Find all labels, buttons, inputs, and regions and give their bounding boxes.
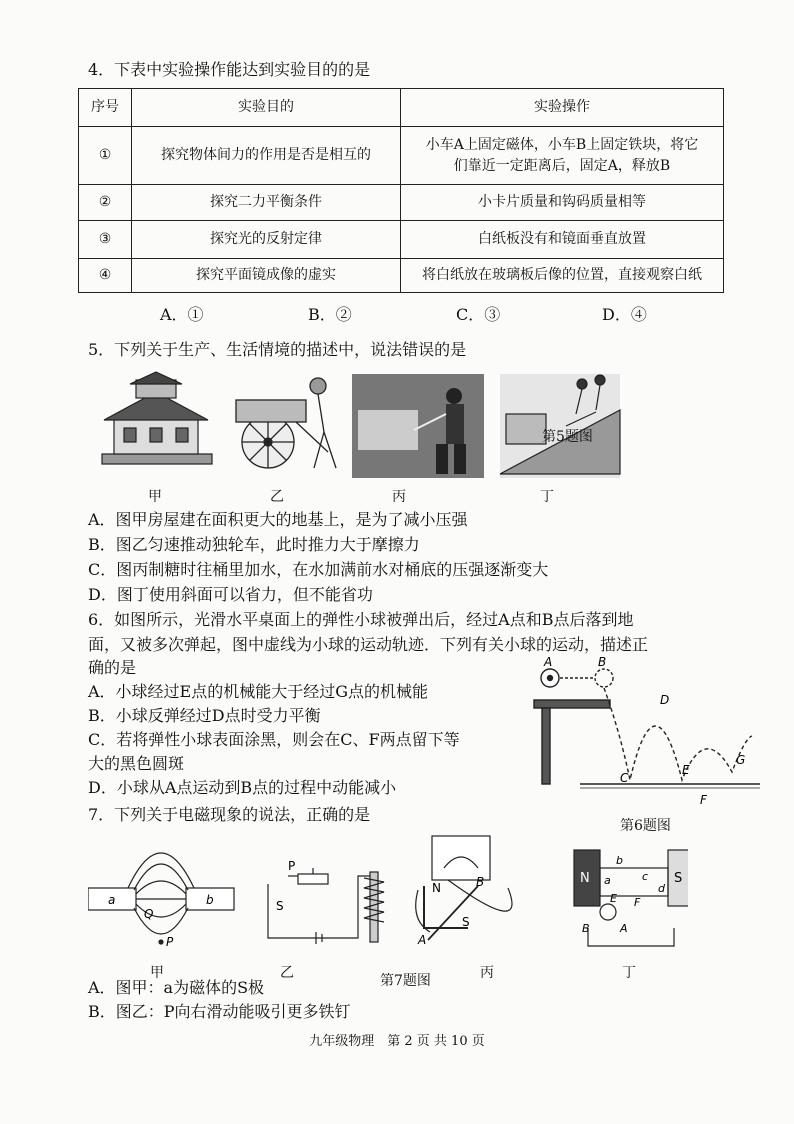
page-footer: 九年级物理 第 2 页 共 10 页 bbox=[309, 1034, 485, 1049]
wheelbarrow-illustration bbox=[236, 378, 336, 468]
row-op-line2: 们靠近一定距离后，固定A，释放B bbox=[453, 157, 671, 174]
q5-stem: 5．下列关于生产、生活情境的描述中，说法错误的是 bbox=[88, 340, 467, 359]
q7-figures bbox=[88, 828, 688, 978]
row-goal: 探究二力平衡条件 bbox=[132, 185, 401, 221]
q4-stem: 4．下表中实验操作能达到实验目的的是 bbox=[88, 60, 371, 79]
table-row bbox=[79, 185, 724, 221]
label-switch-s: S bbox=[276, 899, 284, 913]
label-motor-d: d bbox=[658, 882, 665, 895]
row-no: ② bbox=[79, 185, 132, 221]
q5-label-bing: 丙 bbox=[392, 489, 406, 505]
q6-figure bbox=[520, 652, 770, 812]
q7-option-a: A．图甲：a为磁体的S极 bbox=[88, 978, 265, 997]
q6-option-c: C．若将弹性小球表面涂黑，则会在C、F两点留下等 bbox=[88, 730, 460, 749]
q7-figure-caption: 第7题图 bbox=[380, 973, 431, 989]
header-no: 序号 bbox=[79, 89, 132, 127]
q6-option-b: B．小球反弹经过D点时受力平衡 bbox=[88, 706, 321, 725]
table-row bbox=[79, 127, 724, 185]
label-motor-e: E bbox=[610, 892, 617, 905]
table-header-row bbox=[79, 89, 724, 127]
q5-option-b: B．图乙匀速推动独轮车，此时推力大于摩擦力 bbox=[88, 535, 420, 554]
row-no: ① bbox=[79, 127, 132, 185]
row-goal: 探究光的反射定律 bbox=[132, 221, 401, 259]
q6-stem-line2: 面，又被多次弹起，图中虚线为小球的运动轨迹．下列有关小球的运动，描述正 bbox=[88, 635, 649, 654]
q5-label-jia: 甲 bbox=[148, 489, 162, 505]
header-goal: 实验目的 bbox=[132, 89, 401, 127]
label-motor-n: N bbox=[580, 871, 590, 886]
label-motor-a: a bbox=[604, 874, 611, 887]
table-row bbox=[79, 259, 724, 293]
row-op: 小卡片质量和钩码质量相等 bbox=[401, 185, 724, 221]
label-motor-f: F bbox=[634, 896, 641, 909]
q4-table bbox=[78, 88, 724, 293]
point-f-label: F bbox=[700, 793, 707, 807]
q7-label-ding: 丁 bbox=[622, 965, 636, 981]
point-b-label: B bbox=[598, 655, 607, 669]
label-wire-b: B bbox=[476, 875, 485, 889]
row-no: ③ bbox=[79, 221, 132, 259]
q6-option-d: D．小球从A点运动到B点的过程中动能减小 bbox=[88, 778, 397, 797]
q5-label-ding: 丁 bbox=[540, 489, 554, 505]
electromagnet-circuit bbox=[268, 868, 384, 944]
table-row bbox=[79, 221, 724, 259]
row-op-line1: 小车A上固定磁体，小车B上固定铁块，将它 bbox=[425, 136, 699, 153]
point-a-label: A bbox=[544, 655, 553, 669]
point-e-label: E bbox=[682, 763, 690, 777]
q7-label-bing: 丙 bbox=[480, 965, 494, 981]
row-goal: 探究平面镜成像的虚实 bbox=[132, 259, 401, 293]
q7-label-jia: 甲 bbox=[150, 965, 164, 981]
label-b: b bbox=[206, 893, 214, 907]
point-c-label: C bbox=[620, 771, 629, 785]
q5-label-yi: 乙 bbox=[270, 489, 284, 505]
option-b: B．② bbox=[308, 305, 352, 324]
q6-stem-line1: 6．如图所示，光滑水平桌面上的弹性小球被弹出后，经过A点和B点后落到地 bbox=[88, 610, 634, 629]
label-s: S bbox=[462, 915, 470, 929]
label-q: Q bbox=[144, 907, 154, 921]
row-op: 白纸板没有和镜面垂直放置 bbox=[401, 221, 724, 259]
label-motor-brush-a: A bbox=[620, 922, 628, 935]
q6-option-a: A．小球经过E点的机械能大于经过G点的机械能 bbox=[88, 682, 429, 701]
label-slider-p: P bbox=[288, 859, 296, 873]
option-a: A．① bbox=[160, 305, 204, 324]
q7-stem: 7．下列关于电磁现象的说法，正确的是 bbox=[88, 805, 371, 824]
label-p: P bbox=[166, 935, 174, 949]
row-op: 将白纸放在玻璃板后像的位置，直接观察白纸 bbox=[401, 259, 724, 293]
label-wire-a: A bbox=[418, 933, 427, 947]
label-a: a bbox=[108, 893, 116, 907]
q6-figure-caption: 第6题图 bbox=[620, 818, 671, 834]
label-motor-b: b bbox=[616, 854, 623, 867]
q7-label-yi: 乙 bbox=[280, 965, 294, 981]
sugar-making-illustration bbox=[352, 374, 484, 478]
q5-option-a: A．图甲房屋建在面积更大的地基上，是为了减小压强 bbox=[88, 510, 468, 529]
q5-option-d: D．图丁使用斜面可以省力，但不能省功 bbox=[88, 585, 373, 604]
q7-option-b: B．图乙：P向右滑动能吸引更多铁钉 bbox=[88, 1002, 351, 1021]
label-n: N bbox=[432, 881, 441, 895]
header-op: 实验操作 bbox=[401, 89, 724, 127]
q6-stem-line3: 确的是 bbox=[88, 658, 137, 677]
option-d: D．④ bbox=[602, 305, 647, 324]
q6-option-c-cont: 大的黑色圆斑 bbox=[88, 754, 185, 773]
row-goal: 探究物体间力的作用是否是相互的 bbox=[132, 127, 401, 185]
point-g-label: G bbox=[736, 753, 746, 767]
label-motor-brush-b: B bbox=[582, 922, 590, 935]
motor-diagram bbox=[574, 850, 688, 946]
row-op bbox=[401, 127, 724, 185]
label-motor-c: c bbox=[642, 870, 649, 883]
point-d-label: D bbox=[660, 693, 670, 707]
house-illustration bbox=[102, 372, 212, 464]
label-motor-s: S bbox=[674, 871, 683, 886]
option-c: C．③ bbox=[456, 305, 501, 324]
row-no: ④ bbox=[79, 259, 132, 293]
q5-option-c: C．图丙制糖时往桶里加水，在水加满前水对桶底的压强逐渐变大 bbox=[88, 560, 549, 579]
q5-figure-caption: 第5题图 bbox=[542, 429, 593, 445]
